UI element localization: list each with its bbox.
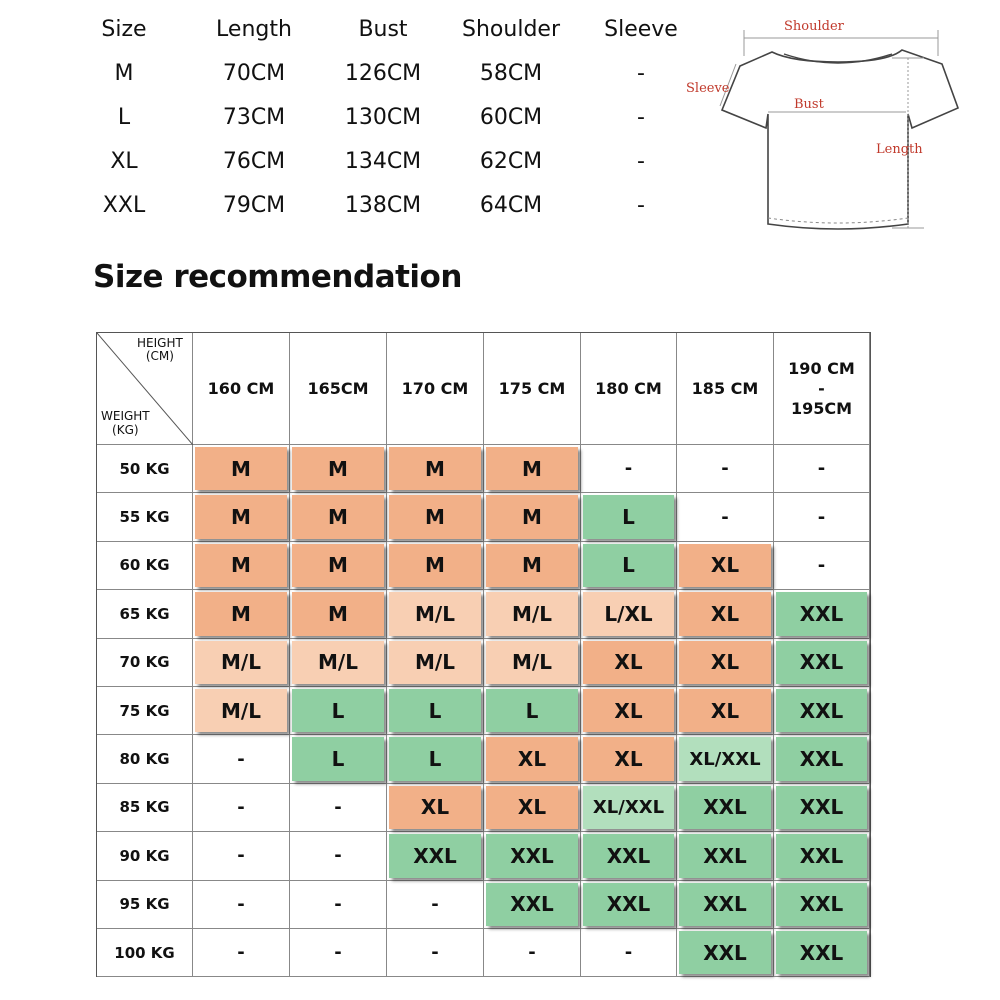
size-cell-label: M <box>425 456 445 481</box>
size-cell-label: M/L <box>512 601 552 626</box>
size-cell-label: - <box>237 845 245 867</box>
size-cell-label: M <box>328 505 348 530</box>
size-cell-label: XXL <box>799 892 844 917</box>
size-value: L <box>117 105 131 130</box>
size-cell-fill <box>389 689 481 732</box>
size-cell-fill <box>679 883 771 926</box>
size-cell-label: M <box>231 601 251 626</box>
size-cell <box>290 542 387 590</box>
size-cell <box>677 929 774 977</box>
size-cell <box>387 445 484 493</box>
size-cell <box>774 639 870 687</box>
weight-row-header: 75 KG <box>97 687 193 735</box>
size-cell-fill <box>486 737 578 780</box>
size-cell <box>581 881 677 929</box>
size-cell <box>677 590 774 638</box>
size-cell <box>387 929 484 977</box>
size-cell-label: L <box>428 698 442 723</box>
size-cell-label: - <box>817 458 826 480</box>
size-cell-label: XXL <box>799 843 844 868</box>
size-table-row <box>60 142 720 186</box>
size-cell <box>193 590 290 638</box>
size-cell-label: M/L <box>318 650 358 675</box>
size-cell <box>484 590 581 638</box>
size-cell-label: XL <box>614 650 643 675</box>
size-cell-label: XXL <box>799 601 844 626</box>
size-cell-fill <box>776 689 867 732</box>
height-axis-label: HEIGHT (CM) <box>137 336 183 363</box>
size-cell-label: L <box>428 747 442 772</box>
size-cell-fill <box>679 737 771 780</box>
size-cell <box>774 590 870 638</box>
bust-value: 138CM <box>344 193 422 218</box>
size-cell <box>774 687 870 735</box>
size-cell-label: XXL <box>510 892 554 917</box>
size-cell-fill <box>486 883 578 926</box>
size-cell-label: - <box>334 942 342 964</box>
size-cell <box>677 687 774 735</box>
size-cell-label: L <box>622 505 635 530</box>
sleeve-header: Sleeve <box>604 17 678 42</box>
weight-row-header: 100 KG <box>97 929 193 977</box>
length-value: 70CM <box>222 61 286 86</box>
size-cell-label: - <box>817 506 826 528</box>
size-cell-label: XL <box>710 698 740 723</box>
size-cell <box>290 881 387 929</box>
length-value: 76CM <box>222 149 286 174</box>
size-cell-label: - <box>721 506 729 528</box>
size-cell <box>193 542 290 590</box>
height-column-header: 190 CM - 195CM <box>774 333 870 445</box>
size-cell-label: - <box>334 845 342 867</box>
size-table-row <box>60 186 720 230</box>
size-cell-label: L <box>331 698 345 723</box>
size-cell <box>387 542 484 590</box>
size-cell-label: XXL <box>703 843 747 868</box>
size-cell <box>193 832 290 880</box>
size-cell <box>581 542 677 590</box>
size-cell <box>290 735 387 783</box>
size-cell-fill <box>195 447 287 490</box>
size-cell-fill <box>679 592 771 635</box>
size-cell-label: XXL <box>799 650 844 675</box>
size-cell-fill <box>776 641 867 684</box>
size-cell <box>677 639 774 687</box>
size-cell-fill <box>583 689 674 732</box>
size-cell-label: M <box>522 553 542 578</box>
size-cell <box>387 881 484 929</box>
size-cell <box>774 784 870 832</box>
size-cell-label: XL <box>614 698 643 723</box>
size-cell-label: XXL <box>703 795 747 820</box>
size-cell <box>387 784 484 832</box>
size-cell <box>774 542 870 590</box>
shoulder-value: 62CM <box>479 149 543 174</box>
size-cell-label: - <box>237 942 245 964</box>
size-cell-fill <box>486 544 578 587</box>
size-cell-label: M <box>425 553 445 578</box>
height-column-header: 170 CM <box>387 333 484 445</box>
size-cell-label: XXL <box>510 843 554 868</box>
size-cell <box>290 590 387 638</box>
size-cell-label: - <box>721 458 729 480</box>
size-cell-fill <box>389 495 481 538</box>
length-value: 73CM <box>222 105 286 130</box>
size-cell-label: XXL <box>703 940 747 965</box>
size-value: XL <box>110 149 138 174</box>
size-cell-fill <box>776 931 867 974</box>
size-cell <box>774 735 870 783</box>
size-cell-fill <box>486 786 578 829</box>
size-cell-fill <box>195 689 287 732</box>
size-cell-fill <box>679 544 771 587</box>
size-cell <box>774 493 870 541</box>
size-recommendation-grid <box>96 332 871 977</box>
size-cell <box>193 687 290 735</box>
size-cell-label: M/L <box>415 650 455 675</box>
size-cell-fill <box>776 737 867 780</box>
size-cell-label: XL <box>614 747 643 772</box>
size-cell <box>387 832 484 880</box>
size-cell-fill <box>679 931 771 974</box>
size-cell-fill <box>679 641 771 684</box>
size-cell <box>484 881 581 929</box>
size-cell-label: XXL <box>606 843 651 868</box>
size-cell <box>581 590 677 638</box>
size-cell <box>581 929 677 977</box>
size-cell-label: - <box>431 893 439 915</box>
size-cell-label: L <box>525 698 539 723</box>
weight-row-header: 80 KG <box>97 735 193 783</box>
size-cell-fill <box>486 447 578 490</box>
height-column-header: 180 CM <box>581 333 677 445</box>
size-cell-label: M <box>328 456 348 481</box>
size-cell-label: - <box>237 796 245 818</box>
size-cell <box>193 493 290 541</box>
size-cell <box>677 542 774 590</box>
weight-row-header: 50 KG <box>97 445 193 493</box>
size-cell <box>387 735 484 783</box>
size-cell-label: M <box>231 505 251 530</box>
sleeve-label: Sleeve <box>686 81 730 96</box>
size-cell-fill <box>292 641 384 684</box>
height-column-header: 160 CM <box>193 333 290 445</box>
size-cell-fill <box>292 689 384 732</box>
size-cell-fill <box>389 834 481 877</box>
shoulder-value: 58CM <box>479 61 543 86</box>
size-cell-label: M <box>522 505 542 530</box>
size-cell-label: XL <box>710 650 740 675</box>
height-column-header: 165CM <box>290 333 387 445</box>
size-cell-fill <box>389 786 481 829</box>
size-value: M <box>114 61 134 86</box>
size-cell-label: M/L <box>415 601 455 626</box>
size-cell-fill <box>583 737 674 780</box>
size-cell-fill <box>195 544 287 587</box>
size-cell-label: L <box>622 553 635 578</box>
size-cell <box>677 881 774 929</box>
size-cell-label: XXL <box>799 747 844 772</box>
grid-corner-header <box>97 333 193 445</box>
size-cell-label: M <box>231 456 251 481</box>
size-cell <box>290 929 387 977</box>
sleeve-value: - <box>637 149 645 174</box>
bust-label: Bust <box>794 97 824 112</box>
size-cell-fill <box>195 495 287 538</box>
size-cell-fill <box>292 447 384 490</box>
size-cell-fill <box>292 544 384 587</box>
size-cell <box>290 493 387 541</box>
size-cell-fill <box>292 737 384 780</box>
size-cell <box>290 784 387 832</box>
size-cell <box>581 832 677 880</box>
size-table-row <box>60 98 720 142</box>
size-cell-label: - <box>431 942 439 964</box>
size-cell <box>193 784 290 832</box>
size-table <box>60 10 720 230</box>
weight-row-header: 85 KG <box>97 784 193 832</box>
size-cell-fill <box>389 641 481 684</box>
size-cell-label: - <box>237 748 245 770</box>
size-cell-label: XXL <box>606 892 651 917</box>
size-cell-fill <box>195 641 287 684</box>
size-cell-fill <box>583 544 674 587</box>
size-value: XXL <box>102 193 146 218</box>
size-cell-label: XXL <box>703 892 747 917</box>
size-cell-fill <box>486 689 578 732</box>
size-cell-fill <box>292 592 384 635</box>
size-cell <box>290 445 387 493</box>
size-cell-label: XL <box>710 601 740 626</box>
size-cell-label: XL <box>517 795 547 820</box>
size-cell-fill <box>486 495 578 538</box>
size-cell-fill <box>583 495 674 538</box>
size-cell <box>387 639 484 687</box>
size-cell-label: XXL <box>413 843 457 868</box>
size-cell-label: L/XL <box>604 601 653 626</box>
size-cell <box>677 832 774 880</box>
size-cell <box>193 639 290 687</box>
size-cell-label: - <box>817 554 826 576</box>
page-title: Size recommendation <box>93 259 462 295</box>
tshirt-diagram <box>680 10 980 240</box>
size-cell-fill <box>486 641 578 684</box>
size-cell <box>484 832 581 880</box>
sleeve-value: - <box>637 105 645 130</box>
size-cell-fill <box>389 737 481 780</box>
shoulder-header: Shoulder <box>462 17 560 42</box>
size-cell-label: M/L <box>221 698 261 723</box>
size-cell-fill <box>486 592 578 635</box>
size-cell-fill <box>776 834 867 877</box>
size-cell-label: XXL <box>799 940 844 965</box>
size-cell-fill <box>583 786 674 829</box>
size-cell <box>484 687 581 735</box>
bust-value: 134CM <box>344 149 422 174</box>
weight-row-header: 55 KG <box>97 493 193 541</box>
size-cell-label: XL/XXL <box>592 796 665 818</box>
size-cell <box>193 929 290 977</box>
size-cell-label: - <box>334 893 342 915</box>
size-cell <box>387 687 484 735</box>
size-cell-label: M <box>328 601 348 626</box>
size-cell-label: XXL <box>799 698 844 723</box>
size-cell <box>290 832 387 880</box>
size-cell <box>387 493 484 541</box>
weight-row-header: 60 KG <box>97 542 193 590</box>
size-cell-label: - <box>624 942 633 964</box>
size-cell <box>677 493 774 541</box>
size-cell <box>677 445 774 493</box>
size-cell-label: XL <box>710 553 740 578</box>
size-cell-label: - <box>528 942 536 964</box>
size-cell-label: M <box>231 553 251 578</box>
size-cell-fill <box>292 495 384 538</box>
size-cell-fill <box>389 544 481 587</box>
size-cell-fill <box>389 447 481 490</box>
size-cell <box>484 784 581 832</box>
size-cell-fill <box>389 592 481 635</box>
size-table-row <box>60 54 720 98</box>
size-cell-fill <box>195 592 287 635</box>
height-column-header: 175 CM <box>484 333 581 445</box>
size-cell-fill <box>679 689 771 732</box>
size-cell-label: M/L <box>221 650 261 675</box>
shoulder-label: Shoulder <box>784 19 844 34</box>
bust-value: 126CM <box>344 61 422 86</box>
size-cell-fill <box>776 592 867 635</box>
size-cell <box>290 687 387 735</box>
length-label: Length <box>876 142 923 157</box>
weight-row-header: 70 KG <box>97 639 193 687</box>
length-header: Length <box>216 17 292 42</box>
size-cell-fill <box>583 834 674 877</box>
sleeve-value: - <box>637 193 645 218</box>
size-cell <box>484 929 581 977</box>
size-cell-fill <box>583 592 674 635</box>
size-cell <box>581 735 677 783</box>
size-cell <box>484 735 581 783</box>
weight-row-header: 90 KG <box>97 832 193 880</box>
size-cell <box>484 493 581 541</box>
size-cell-label: XXL <box>799 795 844 820</box>
size-cell <box>677 784 774 832</box>
size-cell <box>581 493 677 541</box>
size-cell-fill <box>583 883 674 926</box>
size-cell <box>193 445 290 493</box>
height-column-header: 185 CM <box>677 333 774 445</box>
size-cell-label: L <box>331 747 345 772</box>
size-cell-label: - <box>624 458 633 480</box>
weight-row-header: 65 KG <box>97 590 193 638</box>
weight-axis-label: WEIGHT (KG) <box>101 409 150 437</box>
size-cell <box>774 445 870 493</box>
size-cell-fill <box>776 883 867 926</box>
size-cell <box>290 639 387 687</box>
size-cell-label: XL <box>517 747 547 772</box>
size-cell <box>581 639 677 687</box>
shoulder-value: 64CM <box>479 193 543 218</box>
weight-row-header: 95 KG <box>97 881 193 929</box>
size-cell-fill <box>679 834 771 877</box>
size-cell-label: M <box>522 456 542 481</box>
size-header: Size <box>101 17 147 42</box>
tshirt-icon <box>680 10 980 240</box>
size-cell <box>774 929 870 977</box>
size-table-header <box>60 10 720 54</box>
size-cell <box>774 832 870 880</box>
size-cell-fill <box>776 786 867 829</box>
size-cell <box>193 881 290 929</box>
size-cell <box>484 542 581 590</box>
length-value: 79CM <box>222 193 286 218</box>
shoulder-value: 60CM <box>479 105 543 130</box>
size-cell <box>484 445 581 493</box>
size-cell <box>387 590 484 638</box>
size-cell-fill <box>583 641 674 684</box>
size-cell-fill <box>679 786 771 829</box>
size-cell <box>581 784 677 832</box>
bust-header: Bust <box>358 17 408 42</box>
size-cell <box>193 735 290 783</box>
size-cell-fill <box>486 834 578 877</box>
size-cell-label: XL/XXL <box>689 748 761 770</box>
size-cell-label: - <box>334 796 342 818</box>
size-cell <box>581 445 677 493</box>
size-cell-label: M <box>425 505 445 530</box>
size-cell <box>677 735 774 783</box>
sleeve-value: - <box>637 61 645 86</box>
size-cell <box>484 639 581 687</box>
bust-value: 130CM <box>344 105 422 130</box>
size-cell-label: - <box>237 893 245 915</box>
size-cell-label: XL <box>420 795 450 820</box>
size-cell-label: M <box>328 553 348 578</box>
size-cell-label: M/L <box>512 650 552 675</box>
size-cell <box>581 687 677 735</box>
size-cell <box>774 881 870 929</box>
